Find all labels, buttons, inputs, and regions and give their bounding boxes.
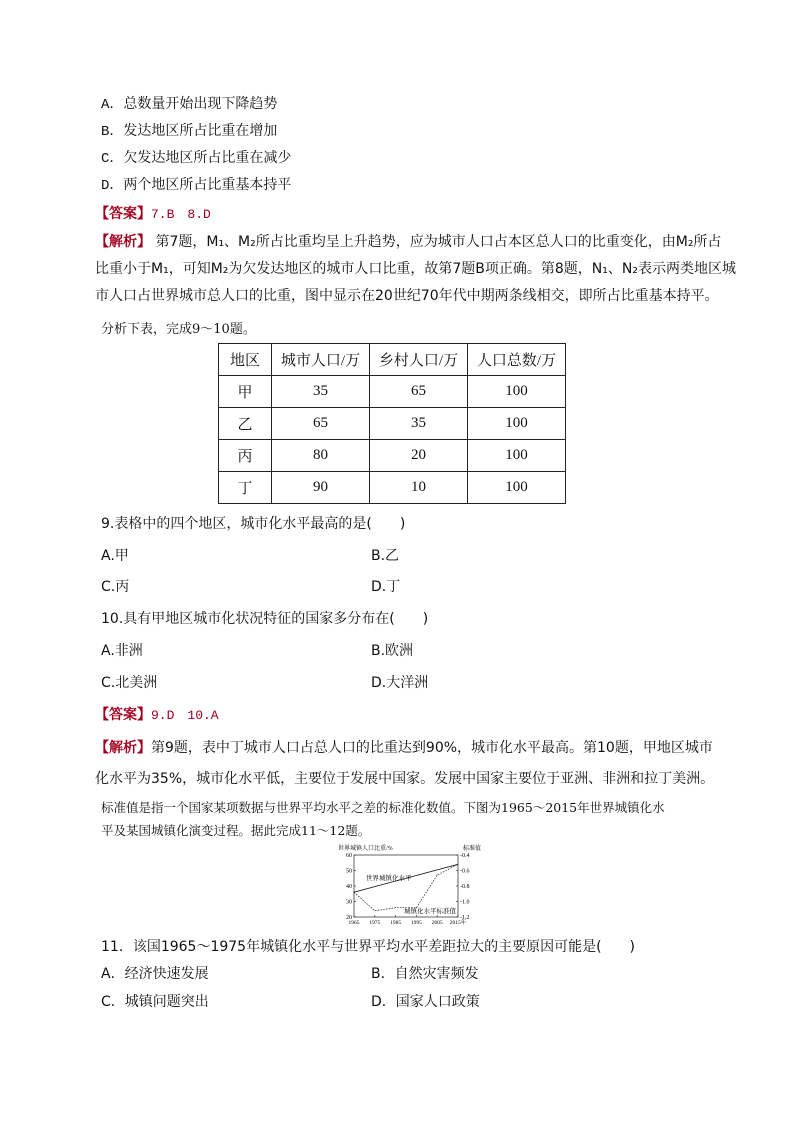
left-tick-label: 50 xyxy=(346,868,352,875)
option-d xyxy=(101,176,291,195)
table-cell: 100 xyxy=(468,472,566,504)
chart-label-world: 世界城镇化水平 xyxy=(366,875,412,882)
data-point xyxy=(395,907,396,908)
analysis-9-10-line2: 化水平为35%，城市化水平低，主要位于发展中国家。发展中国家主要位于亚洲、非洲和拉丁美洲。 xyxy=(95,771,715,787)
table-cell: 甲 xyxy=(219,376,272,408)
analysis-text: 第9题，表中丁城市人口占总人口的比重达到90%，城市化水平最高。第10题，甲地区城市 xyxy=(151,740,713,756)
table-cell: 20 xyxy=(370,440,468,472)
x-tick-label: 1965 xyxy=(348,920,360,926)
q11-stem: 11．该国1965～1975年城镇化水平与世界平均水平差距拉大的主要原因可能是( ) xyxy=(101,939,635,955)
table-cell: 35 xyxy=(370,408,468,440)
q9-option-d: D.丁 xyxy=(371,579,401,595)
table-cell: 丁 xyxy=(219,472,272,504)
q11-option-b: B．自然灾害频发 xyxy=(371,966,479,982)
chart-intro-line1: 标准值是指一个国家某项数据与世界平均水平之差的标准化数值。下图为1965～2015年世界城镇化水 xyxy=(101,800,665,815)
x-tick-label: 2015年 xyxy=(449,920,467,926)
table-header: 城市人口/万 xyxy=(272,344,370,376)
table-cell: 100 xyxy=(468,376,566,408)
q11-option-c: C．城镇问题突出 xyxy=(101,994,209,1010)
option-label: C． xyxy=(101,151,124,167)
answer-7-8 xyxy=(95,205,211,224)
table-cell: 丙 xyxy=(219,440,272,472)
analysis-9-10-line1 xyxy=(95,739,713,757)
q10-option-c: C.北美洲 xyxy=(101,675,158,691)
option-label: A． xyxy=(101,97,124,113)
table-cell: 90 xyxy=(272,472,370,504)
q9-option-b: B.乙 xyxy=(371,548,400,564)
table-intro: 分析下表，完成9～10题。 xyxy=(101,322,256,337)
table-header: 人口总数/万 xyxy=(468,344,566,376)
table-cell: 65 xyxy=(370,376,468,408)
chart-right-axis-label: 标准值 xyxy=(463,846,482,852)
q10-option-a: A.非洲 xyxy=(101,643,143,659)
q10-option-b: B.欧洲 xyxy=(371,643,414,659)
table-row xyxy=(219,408,566,440)
right-tick-label: -0.6 xyxy=(460,868,470,875)
analysis-label: 【解析】 xyxy=(95,234,151,250)
right-tick-label: -0.8 xyxy=(460,884,470,890)
analysis-7-8-line2: 比重小于M₁，可知M₂为欠发达地区的城市人口比重，故第7题B项正确。第8题，N₁、N₂表示两类地区城 xyxy=(95,261,736,277)
table-cell: 80 xyxy=(272,440,370,472)
table-header: 乡村人口/万 xyxy=(370,344,468,376)
option-label: D． xyxy=(101,178,124,194)
option-text: 两个地区所占比重基本持平 xyxy=(123,177,292,193)
option-c xyxy=(101,149,291,168)
right-tick-label: -1.2 xyxy=(460,915,470,921)
right-tick-label: -1.0 xyxy=(460,899,470,906)
chart-intro-line2: 平及某国城镇化演变过程。据此完成11～12题。 xyxy=(101,823,371,838)
table-cell: 100 xyxy=(468,440,566,472)
table-header: 地区 xyxy=(219,344,272,376)
option-b xyxy=(101,122,277,141)
right-tick-label: -0.4 xyxy=(460,853,470,859)
analysis-label: 【解析】 xyxy=(95,740,151,756)
answer-9-10 xyxy=(95,706,219,725)
table-cell: 100 xyxy=(468,408,566,440)
table-header-row xyxy=(219,344,566,376)
population-table xyxy=(218,343,566,504)
q10-stem: 10.具有甲地区城市化状况特征的国家多分布在( ) xyxy=(101,611,429,627)
option-label: B． xyxy=(101,124,124,140)
chart-label-standard: 城镇化水平标准值 xyxy=(404,908,456,915)
x-tick-label: 1975 xyxy=(369,920,381,926)
left-tick-label: 30 xyxy=(346,899,352,906)
q11-option-a: A．经济快速发展 xyxy=(101,966,209,982)
answer-text: 9.D 10.A xyxy=(151,708,219,723)
table-row xyxy=(219,440,566,472)
option-a xyxy=(101,95,277,114)
x-tick-label: 1995 xyxy=(410,920,422,926)
data-point xyxy=(354,892,355,893)
chart-left-axis-label: 世界城镇人口比重/% xyxy=(338,846,393,852)
table-row xyxy=(219,376,566,408)
q10-option-d: D.大洋洲 xyxy=(371,675,429,691)
q9-stem: 9.表格中的四个地区，城市化水平最高的是( ) xyxy=(101,516,406,532)
answer-label: 【答案】 xyxy=(95,206,151,222)
analysis-7-8-line3: 市人口占世界城市总人口的比重，图中显示在20世纪70年代中期两条线相交，即所占比重基本持平。 xyxy=(95,288,719,304)
table-row xyxy=(219,472,566,504)
analysis-7-8-line1 xyxy=(95,233,721,251)
q9-option-a: A.甲 xyxy=(101,548,129,564)
x-tick-label: 1985 xyxy=(390,920,402,926)
table-cell: 35 xyxy=(272,376,370,408)
left-tick-label: 60 xyxy=(346,853,352,859)
answer-label: 【答案】 xyxy=(95,707,151,723)
option-text: 发达地区所占比重在增加 xyxy=(123,123,278,139)
left-tick-label: 40 xyxy=(346,884,352,890)
data-point xyxy=(374,910,375,911)
left-tick-label: 20 xyxy=(346,915,352,921)
analysis-text: 第7题，M₁、M₂所占比重均呈上升趋势，应为城市人口占本区总人口的比重变化，由M₂所占 xyxy=(155,234,722,250)
table-cell: 乙 xyxy=(219,408,272,440)
option-text: 总数量开始出现下降趋势 xyxy=(123,96,278,112)
q9-option-c: C.丙 xyxy=(101,579,130,595)
data-point xyxy=(437,875,438,876)
x-tick-label: 2005 xyxy=(431,920,443,926)
data-point xyxy=(458,864,459,865)
q11-option-d: D．国家人口政策 xyxy=(371,994,480,1010)
urbanization-chart xyxy=(330,843,490,927)
table-cell: 65 xyxy=(272,408,370,440)
table-cell: 10 xyxy=(370,472,468,504)
answer-text: 7.B 8.D xyxy=(151,207,211,222)
option-text: 欠发达地区所占比重在减少 xyxy=(123,150,292,166)
